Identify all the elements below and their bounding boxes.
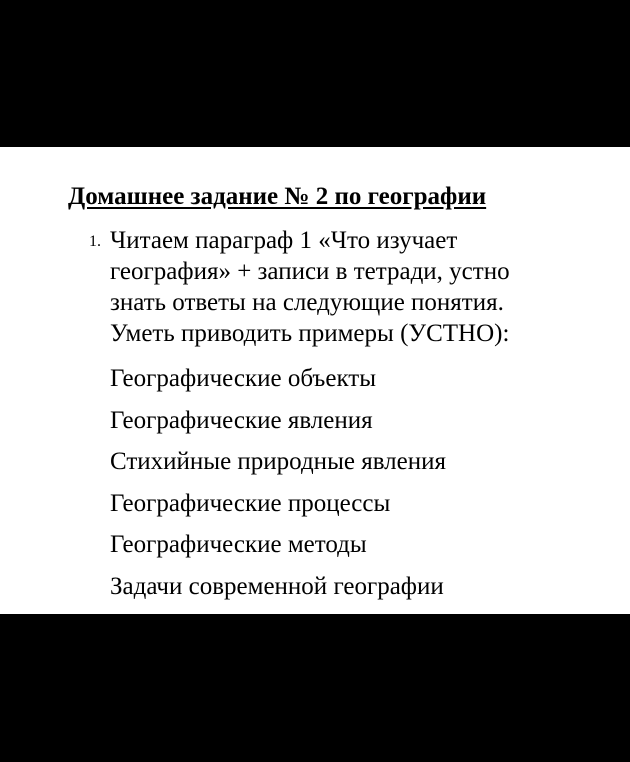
list-item-number: 1. [89,233,101,250]
concept-item: Задачи современной географии [110,572,444,600]
concept-item: Географические явления [110,406,373,434]
concepts-list [110,363,446,612]
concept-item: Географические процессы [110,489,391,517]
paragraph-line: география» + записи в тетради, устно [110,258,510,285]
concept-item: Географические методы [110,531,367,558]
assignment-paragraph [110,225,580,349]
paragraph-line: Уметь приводить примеры (УСТНО): [110,320,510,347]
paragraph-line: знать ответы на следующие понятия. [110,289,504,316]
slide-title: Домашнее задание № 2 по географии [68,183,487,210]
concept-item: Стихийные природные явления [110,448,447,475]
paragraph-line: Читаем параграф 1 «Что изучает [110,227,458,254]
concept-item: Географические объекты [110,365,376,392]
slide [0,147,630,614]
